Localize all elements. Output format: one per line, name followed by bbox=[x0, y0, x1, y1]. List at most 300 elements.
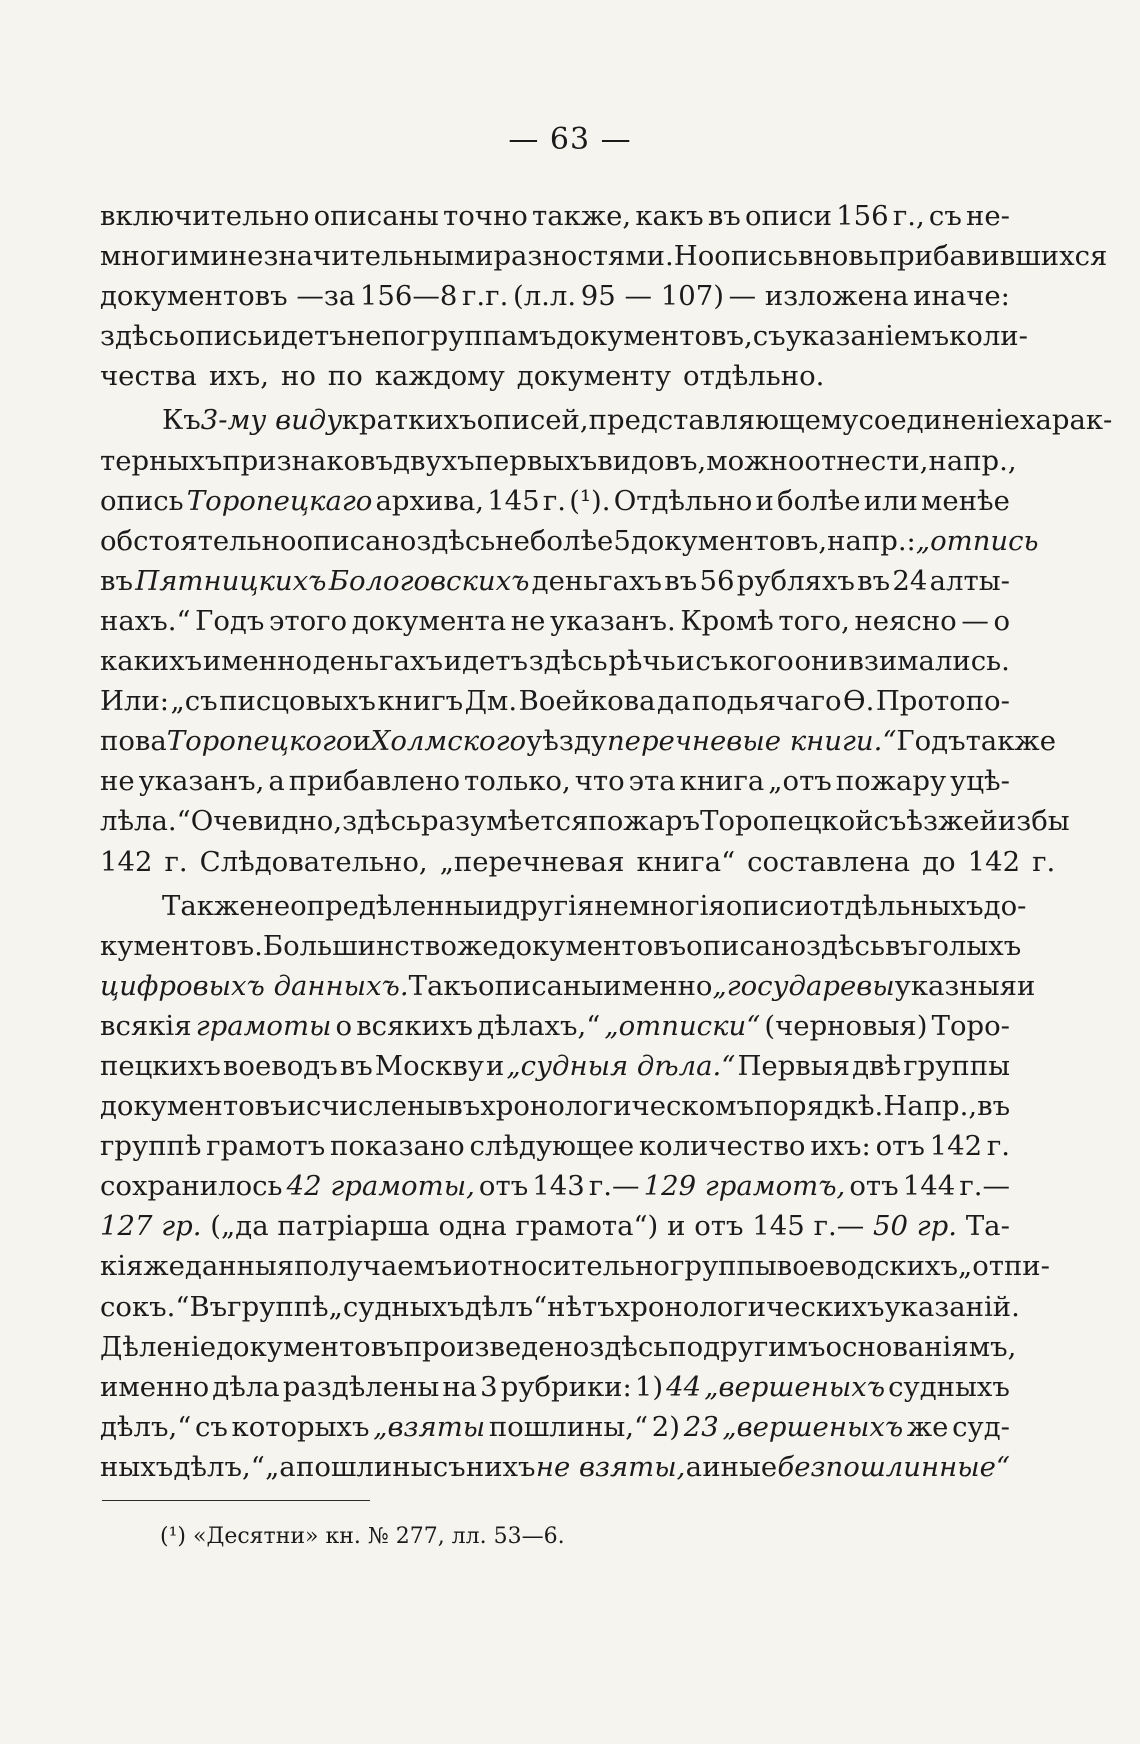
word: 143 bbox=[532, 1170, 585, 1203]
text-line bbox=[100, 966, 1036, 1006]
word: дѣла bbox=[212, 1370, 280, 1403]
word: здѣсь bbox=[342, 805, 421, 838]
word: сохранилось bbox=[100, 1170, 283, 1203]
word: группѣ bbox=[100, 1130, 202, 1163]
word: Москву bbox=[374, 1049, 484, 1082]
text-line bbox=[100, 601, 1010, 641]
word: Дѣленіе bbox=[100, 1330, 217, 1363]
word: 95 — 107) bbox=[580, 280, 724, 313]
word: г.— bbox=[588, 1170, 640, 1203]
word: въ bbox=[447, 1090, 481, 1123]
word: грамота“) bbox=[515, 1210, 659, 1243]
word: того, bbox=[778, 604, 850, 637]
word: 156—8 bbox=[359, 280, 458, 313]
word: въ bbox=[664, 564, 698, 597]
word: 3-му видy bbox=[200, 404, 342, 437]
text-line bbox=[100, 641, 1010, 681]
word: которыхъ bbox=[231, 1410, 370, 1443]
word: раздѣлены bbox=[282, 1370, 440, 1403]
word: разумѣется bbox=[420, 805, 589, 838]
word: данныя bbox=[184, 1250, 295, 1283]
word: не bbox=[100, 765, 135, 798]
word: съ bbox=[194, 1410, 228, 1443]
word: напр., bbox=[928, 444, 1017, 477]
word: пецкихъ bbox=[100, 1049, 221, 1082]
text-line bbox=[100, 1327, 1017, 1367]
word: опись bbox=[100, 484, 184, 517]
word: прибавлено bbox=[288, 765, 461, 798]
word: описано bbox=[686, 929, 807, 962]
word: „отпи- bbox=[957, 1250, 1050, 1283]
word: основаніямъ, bbox=[825, 1330, 1017, 1363]
word: эта bbox=[628, 765, 676, 798]
word: цифровыхъ данныхъ. bbox=[100, 969, 409, 1002]
word: Торопецкаго bbox=[186, 484, 373, 517]
word: отъ bbox=[694, 1210, 744, 1243]
word: здѣсь bbox=[589, 1330, 669, 1363]
word: нахъ.“ bbox=[100, 604, 191, 637]
word: пошлины bbox=[295, 1450, 433, 1483]
word: г. bbox=[542, 484, 567, 517]
word: безпошлинные“ bbox=[777, 1450, 1010, 1483]
word: и bbox=[352, 725, 371, 758]
word: не взяты, bbox=[535, 1450, 686, 1483]
word: — bbox=[961, 604, 989, 637]
word: видовъ, bbox=[597, 444, 707, 477]
word: коли- bbox=[949, 320, 1028, 353]
word: отдѣльно. bbox=[683, 360, 825, 393]
word: именно bbox=[603, 969, 713, 1002]
word: пошлины,“ bbox=[488, 1410, 649, 1443]
word: группѣ bbox=[227, 1290, 329, 1323]
word: относительно bbox=[470, 1250, 670, 1283]
word: произведено bbox=[403, 1330, 590, 1363]
word: многими bbox=[100, 240, 229, 273]
word: двухъ bbox=[393, 444, 475, 477]
word: по bbox=[381, 320, 417, 353]
word: описаны bbox=[313, 200, 439, 232]
word: Кромѣ bbox=[680, 604, 774, 637]
word: всякія bbox=[100, 1009, 192, 1042]
text-line bbox=[100, 926, 1022, 966]
word: („да bbox=[210, 1210, 269, 1243]
word: какихъ bbox=[100, 645, 203, 678]
word: Отдѣльно bbox=[613, 484, 753, 517]
word: г. bbox=[986, 1130, 1010, 1163]
word: 24 bbox=[892, 564, 928, 597]
word: Холмского bbox=[370, 725, 527, 758]
word: грамоты bbox=[195, 1009, 332, 1042]
word: (черновыя) bbox=[764, 1009, 928, 1042]
word: другія bbox=[503, 889, 595, 922]
word: Дм. bbox=[464, 685, 518, 718]
word: патріарша bbox=[277, 1210, 430, 1243]
word: а bbox=[685, 1450, 703, 1483]
word: напр.: bbox=[827, 524, 916, 557]
word: дѣлъ,“ bbox=[173, 1450, 265, 1483]
word: въ bbox=[339, 1049, 373, 1082]
word: группы bbox=[903, 1049, 1010, 1082]
word: о bbox=[993, 604, 1010, 637]
word: голыхъ bbox=[917, 929, 1022, 962]
word: чества bbox=[100, 360, 197, 393]
word: Но bbox=[673, 240, 715, 273]
word: что bbox=[574, 765, 625, 798]
word: Также bbox=[162, 889, 256, 922]
word: рубляхъ bbox=[736, 564, 855, 597]
word: 142 bbox=[100, 845, 153, 878]
word: и bbox=[484, 889, 504, 922]
text-line bbox=[100, 801, 1070, 841]
word: въ bbox=[977, 1090, 1011, 1123]
word: по bbox=[327, 360, 363, 393]
word: въ bbox=[100, 564, 133, 597]
word: именно bbox=[202, 645, 313, 678]
text-line bbox=[100, 561, 1010, 601]
word: Пятницкихъ bbox=[135, 564, 327, 597]
word: на bbox=[442, 1370, 478, 1403]
word: хронологическихъ bbox=[614, 1290, 885, 1323]
word: съѣзжей bbox=[873, 805, 998, 838]
word: 44 bbox=[666, 1370, 702, 1403]
word: до bbox=[922, 845, 956, 878]
word: только, bbox=[464, 765, 571, 798]
word: признаковъ bbox=[222, 444, 394, 477]
word: ихъ: bbox=[810, 1130, 871, 1163]
word: одна bbox=[438, 1210, 507, 1243]
word: книга bbox=[679, 765, 765, 798]
word: болѣе bbox=[529, 524, 614, 557]
word: по bbox=[668, 1330, 704, 1363]
word: взимались. bbox=[848, 645, 1010, 678]
word: документовъ bbox=[216, 1330, 404, 1363]
word: писцовыхъ bbox=[219, 685, 376, 718]
word: ныхъ bbox=[100, 1450, 174, 1483]
word: Или: bbox=[100, 685, 170, 718]
word: судныхъ bbox=[888, 1370, 1010, 1403]
word: опись bbox=[178, 320, 263, 353]
word: дѣлъ“ bbox=[464, 1290, 548, 1323]
word: неясно bbox=[854, 604, 957, 637]
word: г., bbox=[892, 200, 925, 232]
word: Годъ bbox=[195, 604, 265, 637]
word: этого bbox=[268, 604, 348, 637]
word: Къ bbox=[162, 404, 201, 437]
word: 56 bbox=[699, 564, 735, 597]
word: отъ bbox=[849, 1170, 899, 1203]
word: Та- bbox=[965, 1210, 1010, 1243]
word: 145 bbox=[487, 484, 540, 517]
word: же bbox=[143, 1250, 185, 1283]
word: указныя bbox=[894, 969, 1017, 1002]
word: сокъ.“ bbox=[100, 1290, 190, 1323]
word: „судныхъ bbox=[328, 1290, 465, 1323]
word: опись bbox=[714, 240, 798, 273]
word: „вершеныхъ bbox=[704, 1370, 886, 1403]
word: Слѣдовательно, bbox=[199, 845, 428, 878]
word: „вершеныхъ bbox=[722, 1410, 904, 1443]
word: но bbox=[281, 360, 316, 393]
word: краткихъ bbox=[341, 404, 477, 437]
word: г.— bbox=[813, 1210, 865, 1243]
word: также, bbox=[532, 200, 632, 232]
text-line bbox=[100, 316, 1028, 356]
word: отнести, bbox=[804, 444, 929, 477]
word: подьячаго bbox=[691, 685, 842, 718]
word: „отпись bbox=[915, 524, 1039, 557]
word: деньгахъ bbox=[312, 645, 444, 678]
word: группы bbox=[669, 1250, 777, 1283]
word: вновь bbox=[797, 240, 879, 273]
word: харак- bbox=[1019, 404, 1113, 437]
word: описи bbox=[725, 889, 813, 922]
word: или bbox=[863, 484, 918, 517]
text-line bbox=[100, 1407, 1010, 1447]
word: и bbox=[755, 484, 774, 517]
word: слѣдующее bbox=[469, 1130, 635, 1163]
word: описано bbox=[296, 524, 417, 557]
word: идетъ bbox=[262, 320, 347, 353]
word: рѣчь bbox=[608, 645, 676, 678]
word: не- bbox=[966, 200, 1010, 232]
word: „перечневая bbox=[439, 845, 625, 878]
word: Годъ bbox=[896, 725, 966, 758]
word: Воейкова bbox=[518, 685, 656, 718]
word: кументовъ. bbox=[100, 929, 263, 962]
text-line bbox=[100, 1126, 1010, 1166]
word: кія bbox=[100, 1250, 144, 1283]
text-line bbox=[100, 1287, 1020, 1327]
word: г.— bbox=[959, 1170, 1010, 1203]
word: получаемъ bbox=[294, 1250, 453, 1283]
word: здѣсь bbox=[806, 929, 885, 962]
text-line bbox=[100, 276, 1010, 316]
word: Большинство bbox=[262, 929, 457, 962]
word: Очевидно, bbox=[190, 805, 343, 838]
word: дѣлахъ,“ bbox=[477, 1009, 601, 1042]
word: разностями. bbox=[493, 240, 674, 273]
word: здѣсь bbox=[528, 645, 608, 678]
footnote-divider bbox=[102, 1500, 370, 1501]
text-line bbox=[100, 481, 1010, 521]
page-number: — 63 — bbox=[508, 122, 632, 157]
text-line bbox=[100, 400, 1113, 440]
word: „съ bbox=[170, 685, 218, 718]
word: количество bbox=[638, 1130, 806, 1163]
word: Торопецкого bbox=[166, 725, 353, 758]
word: представляющему bbox=[588, 404, 859, 437]
word: документу bbox=[516, 360, 672, 393]
word: (л.л. bbox=[512, 280, 577, 313]
word: 50 гр. bbox=[873, 1210, 958, 1243]
word: въ bbox=[884, 929, 918, 962]
word: уѣзду bbox=[526, 725, 607, 758]
body-text bbox=[100, 196, 1113, 1487]
text-line bbox=[100, 1046, 1010, 1086]
word: обстоятельно bbox=[100, 524, 297, 557]
word: Ѳ. bbox=[843, 685, 875, 718]
word: не bbox=[346, 320, 382, 353]
word: другимъ bbox=[703, 1330, 826, 1363]
word: Въ bbox=[189, 1290, 228, 1323]
word: ихъ, bbox=[208, 360, 270, 393]
text-line bbox=[100, 681, 1010, 721]
word: отъ bbox=[875, 1130, 925, 1163]
word: книгъ bbox=[377, 685, 464, 718]
text-line bbox=[100, 1246, 1050, 1286]
word: да bbox=[657, 685, 691, 718]
word: 23 bbox=[683, 1410, 719, 1443]
word: до- bbox=[983, 889, 1027, 922]
word: въ bbox=[707, 200, 741, 232]
word: отъ bbox=[478, 1170, 529, 1203]
word: Протопо- bbox=[875, 685, 1010, 718]
word: а bbox=[268, 765, 285, 798]
word: можно bbox=[706, 444, 805, 477]
word: терныхъ bbox=[100, 444, 223, 477]
word: они bbox=[794, 645, 848, 678]
word: лѣла.“ bbox=[100, 805, 191, 838]
word: о bbox=[335, 1009, 353, 1042]
word: исчислены bbox=[287, 1090, 448, 1123]
word: „государевы bbox=[712, 969, 895, 1002]
word: не bbox=[495, 524, 530, 557]
word: деньгахъ bbox=[531, 564, 662, 597]
word: какъ bbox=[635, 200, 704, 232]
word: 142 bbox=[967, 845, 1021, 878]
word: документовъ, bbox=[556, 320, 753, 353]
word: „а bbox=[265, 1450, 296, 1483]
word: указанъ, bbox=[138, 765, 265, 798]
word: „отписки“ bbox=[604, 1009, 761, 1042]
word: грамотъ bbox=[206, 1130, 326, 1163]
word: указаніемъ bbox=[785, 320, 950, 353]
word: также bbox=[965, 725, 1056, 758]
word: воеводъ bbox=[222, 1049, 338, 1082]
word: Бологовскихъ bbox=[328, 564, 530, 597]
word: описей, bbox=[476, 404, 589, 437]
word: съ bbox=[695, 645, 729, 678]
word: показано bbox=[329, 1130, 465, 1163]
word: указаній. bbox=[884, 1290, 1020, 1323]
word: и bbox=[452, 1250, 471, 1283]
word: книга“ bbox=[636, 845, 736, 878]
word: воеводскихъ bbox=[776, 1250, 958, 1283]
word: же bbox=[456, 929, 499, 962]
word: каждому bbox=[374, 360, 505, 393]
word: 42 грамоты, bbox=[286, 1170, 475, 1203]
word: и bbox=[485, 1049, 505, 1082]
word: „судныя дѣла.“ bbox=[506, 1049, 736, 1082]
text-line bbox=[100, 1206, 1010, 1246]
word: съ bbox=[752, 320, 786, 353]
text-line bbox=[100, 356, 1010, 396]
word: иные bbox=[702, 1450, 778, 1483]
word: 1) bbox=[634, 1370, 664, 1403]
word: включительно bbox=[100, 200, 310, 232]
word: документовъ bbox=[498, 929, 687, 962]
word: (¹). bbox=[569, 484, 611, 517]
word: избы bbox=[997, 805, 1070, 838]
text-line bbox=[100, 761, 1010, 801]
word: же bbox=[906, 1410, 949, 1443]
word: 145 bbox=[752, 1210, 805, 1243]
word: 5 bbox=[613, 524, 631, 557]
word: Торо- bbox=[931, 1009, 1010, 1042]
word: группамъ bbox=[416, 320, 557, 353]
word: документовъ —за bbox=[100, 280, 356, 313]
word: описаны bbox=[478, 969, 604, 1002]
text-line bbox=[100, 441, 1017, 481]
word: составлена bbox=[747, 845, 911, 878]
word: здѣсь bbox=[416, 524, 496, 557]
word: Торопецкой bbox=[700, 805, 874, 838]
word: неопредѣленны bbox=[255, 889, 485, 922]
word: документа bbox=[351, 604, 507, 637]
word: г. bbox=[1032, 845, 1056, 878]
text-line bbox=[100, 886, 1027, 926]
word: и bbox=[667, 1210, 686, 1243]
word: 3 bbox=[480, 1370, 498, 1403]
word: „отъ bbox=[768, 765, 832, 798]
word: двѣ bbox=[852, 1049, 902, 1082]
word: съ bbox=[928, 200, 962, 232]
word: немногія bbox=[594, 889, 726, 922]
word: всякихъ bbox=[356, 1009, 473, 1042]
word: точно bbox=[443, 200, 528, 232]
text-line bbox=[100, 1166, 1010, 1206]
text-line bbox=[100, 1367, 1010, 1407]
word: 2) bbox=[651, 1410, 681, 1443]
word: уцѣ- bbox=[950, 765, 1010, 798]
word: указанъ. bbox=[550, 604, 676, 637]
word: нѣтъ bbox=[547, 1290, 615, 1323]
word: архива, bbox=[375, 484, 484, 517]
word: — изложена bbox=[728, 280, 909, 313]
word: соединеніе bbox=[858, 404, 1020, 437]
word: описи bbox=[745, 200, 832, 232]
word: идетъ bbox=[443, 645, 529, 678]
word: Напр., bbox=[883, 1090, 978, 1123]
word: 127 гр. bbox=[100, 1210, 202, 1243]
text-line bbox=[100, 521, 1039, 561]
word: первыхъ bbox=[474, 444, 598, 477]
word: перечневые книги.“ bbox=[606, 725, 897, 758]
word: дѣлъ,“ bbox=[100, 1410, 192, 1443]
text-line bbox=[100, 1447, 1010, 1487]
word: 142 bbox=[929, 1130, 983, 1163]
word: порядкѣ. bbox=[754, 1090, 884, 1123]
text-line bbox=[100, 1006, 1010, 1046]
text-line bbox=[100, 236, 1108, 276]
word: г. bbox=[164, 845, 188, 878]
word: пожару bbox=[835, 765, 947, 798]
word: документовъ, bbox=[630, 524, 828, 557]
word: хронологическомъ bbox=[480, 1090, 755, 1123]
word: Такъ bbox=[408, 969, 479, 1002]
word: болѣе bbox=[777, 484, 861, 517]
text-line bbox=[100, 721, 1056, 761]
word: Первыя bbox=[737, 1049, 851, 1082]
word: менѣе bbox=[921, 484, 1010, 517]
word: документовъ bbox=[100, 1090, 288, 1123]
text-line bbox=[100, 196, 1010, 236]
word: въ bbox=[857, 564, 891, 597]
word: прибавившихся bbox=[878, 240, 1108, 273]
word: здѣсь bbox=[100, 320, 179, 353]
word: иначе: bbox=[913, 280, 1010, 313]
word: не bbox=[510, 604, 546, 637]
